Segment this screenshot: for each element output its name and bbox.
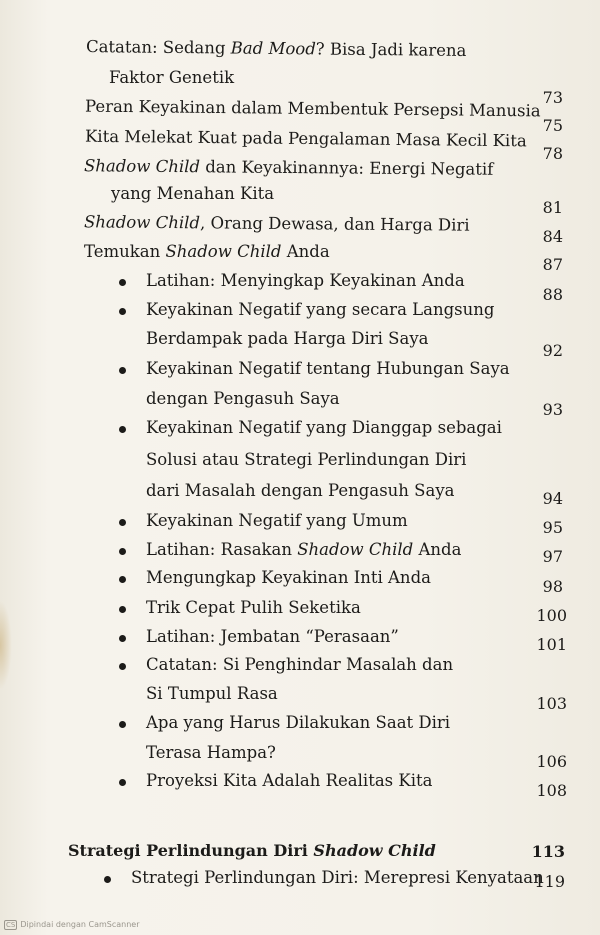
toc-page-number: 108 bbox=[536, 781, 567, 800]
toc-entry-temukan bbox=[84, 244, 330, 261]
toc-page-number: 94 bbox=[542, 489, 563, 508]
toc-subentry-hubungan-line2: dengan Pengasuh Saya bbox=[146, 389, 340, 408]
bullet-icon bbox=[119, 663, 126, 670]
toc-subentry-keyakinan-inti: Mengungkap Keyakinan Inti Anda bbox=[146, 568, 431, 587]
toc-page-number: 73 bbox=[542, 88, 563, 107]
toc-subentry-solusi: Keyakinan Negatif yang Dianggap sebagai bbox=[146, 418, 502, 437]
bullet-icon bbox=[119, 635, 126, 642]
toc-page-number: 119 bbox=[534, 872, 565, 891]
toc-page-number: 84 bbox=[542, 227, 563, 246]
bullet-icon bbox=[119, 426, 126, 433]
toc-subentry-harga-diri: Keyakinan Negatif yang secara Langsung bbox=[146, 300, 495, 319]
toc-page-number: 97 bbox=[542, 547, 563, 566]
toc-page-number: 113 bbox=[531, 842, 565, 861]
toc-page-number: 75 bbox=[542, 116, 563, 135]
toc-entry-bad-mood bbox=[86, 39, 467, 59]
toc-subentry-umum: Keyakinan Negatif yang Umum bbox=[146, 511, 408, 530]
toc-entry-italic: Shadow Child bbox=[165, 242, 282, 261]
toc-subentry-trik-cepat: Trik Cepat Pulih Seketika bbox=[146, 598, 361, 617]
toc-entry-peran-keyakinan: Peran Keyakinan dalam Membentuk Persepsi Manusia bbox=[84, 96, 541, 121]
bullet-icon bbox=[119, 519, 126, 526]
scanner-watermark bbox=[4, 920, 140, 930]
toc-subentry-solusi-line3: dari Masalah dengan Pengasuh Saya bbox=[146, 481, 455, 500]
toc-entry-shadow-child-keyakinan-line2: yang Menahan Kita bbox=[111, 184, 275, 203]
toc-entry-text: Anda bbox=[413, 540, 462, 559]
toc-page-number: 95 bbox=[542, 518, 563, 537]
toc-subentry-merepresi: Strategi Perlindungan Diri: Merepresi Kenyataan bbox=[131, 868, 544, 887]
toc-subentry-hampa-line2: Terasa Hampa? bbox=[146, 743, 276, 762]
toc-chapter-text: Strategi Perlindungan Diri bbox=[68, 841, 314, 860]
toc-page-number: 87 bbox=[542, 255, 563, 274]
bullet-icon bbox=[119, 548, 126, 555]
toc-entry-text: Catatan: Sedang bbox=[85, 37, 231, 58]
toc-page-number: 100 bbox=[536, 606, 567, 625]
toc-page-number: 78 bbox=[542, 144, 563, 163]
toc-entry-italic: Shadow Child bbox=[297, 540, 414, 559]
toc-page-number: 93 bbox=[542, 400, 563, 419]
toc-entry-text: Latihan: Rasakan bbox=[146, 540, 298, 559]
toc-entry-text: Temukan bbox=[84, 242, 166, 261]
toc-page-number: 81 bbox=[542, 198, 563, 217]
toc-page-number: 101 bbox=[536, 635, 567, 654]
toc-entry-bad-mood-line2: Faktor Genetik bbox=[109, 68, 235, 87]
toc-page-number: 103 bbox=[536, 694, 567, 713]
bullet-icon bbox=[119, 606, 126, 613]
scanner-watermark-text: Dipindai dengan CamScanner bbox=[20, 920, 140, 929]
camscanner-logo: CS bbox=[6, 921, 16, 929]
toc-subentry-latihan-menyingkap: Latihan: Menyingkap Keyakinan Anda bbox=[146, 271, 465, 290]
toc-entry-shadow-child-keyakinan bbox=[84, 158, 493, 178]
toc-entry-text: Anda bbox=[281, 242, 330, 261]
bullet-icon bbox=[104, 876, 111, 883]
toc-subentry-harga-diri-line2: Berdampak pada Harga Diri Saya bbox=[146, 329, 429, 348]
toc-subentry-rasakan bbox=[146, 542, 461, 559]
toc-entry-text: ? Bisa Jadi karena bbox=[315, 39, 467, 60]
toc-entry-italic: Shadow Child bbox=[83, 156, 201, 177]
toc-entry-melekat: Kita Melekat Kuat pada Pengalaman Masa Kecil Kita bbox=[84, 126, 527, 151]
toc-page-number: 106 bbox=[536, 752, 567, 771]
bullet-icon bbox=[119, 367, 126, 374]
toc-subentry-hubungan: Keyakinan Negatif tentang Hubungan Saya bbox=[146, 359, 510, 378]
toc-subentry-solusi-line2: Solusi atau Strategi Perlindungan Diri bbox=[146, 450, 467, 469]
toc-subentry-penghindar-line2: Si Tumpul Rasa bbox=[146, 684, 278, 703]
toc-entry-orang-dewasa bbox=[84, 214, 470, 234]
toc-entry-italic: Bad Mood bbox=[230, 38, 316, 59]
bullet-icon bbox=[119, 721, 126, 728]
toc-chapter-italic: Shadow Child bbox=[313, 841, 436, 860]
bullet-icon bbox=[119, 308, 126, 315]
page-edge-shadow bbox=[0, 600, 12, 690]
toc-page-number: 88 bbox=[542, 285, 563, 304]
toc-entry-text: dan Keyakinannya: Energi Negatif bbox=[199, 157, 494, 179]
toc-chapter-strategi bbox=[68, 843, 436, 859]
toc-subentry-proyeksi: Proyeksi Kita Adalah Realitas Kita bbox=[146, 771, 433, 790]
toc-subentry-penghindar: Catatan: Si Penghindar Masalah dan bbox=[146, 655, 454, 674]
toc-page-number: 92 bbox=[542, 341, 563, 360]
bullet-icon bbox=[119, 576, 126, 583]
bullet-icon bbox=[119, 779, 126, 786]
toc-page-number: 98 bbox=[542, 577, 563, 596]
toc-entry-italic: Shadow Child bbox=[83, 212, 201, 233]
bullet-icon bbox=[119, 279, 126, 286]
toc-subentry-jembatan: Latihan: Jembatan “Perasaan” bbox=[146, 627, 399, 646]
toc-entry-text: , Orang Dewasa, dan Harga Diri bbox=[199, 213, 470, 235]
toc-subentry-hampa: Apa yang Harus Dilakukan Saat Diri bbox=[146, 713, 451, 732]
